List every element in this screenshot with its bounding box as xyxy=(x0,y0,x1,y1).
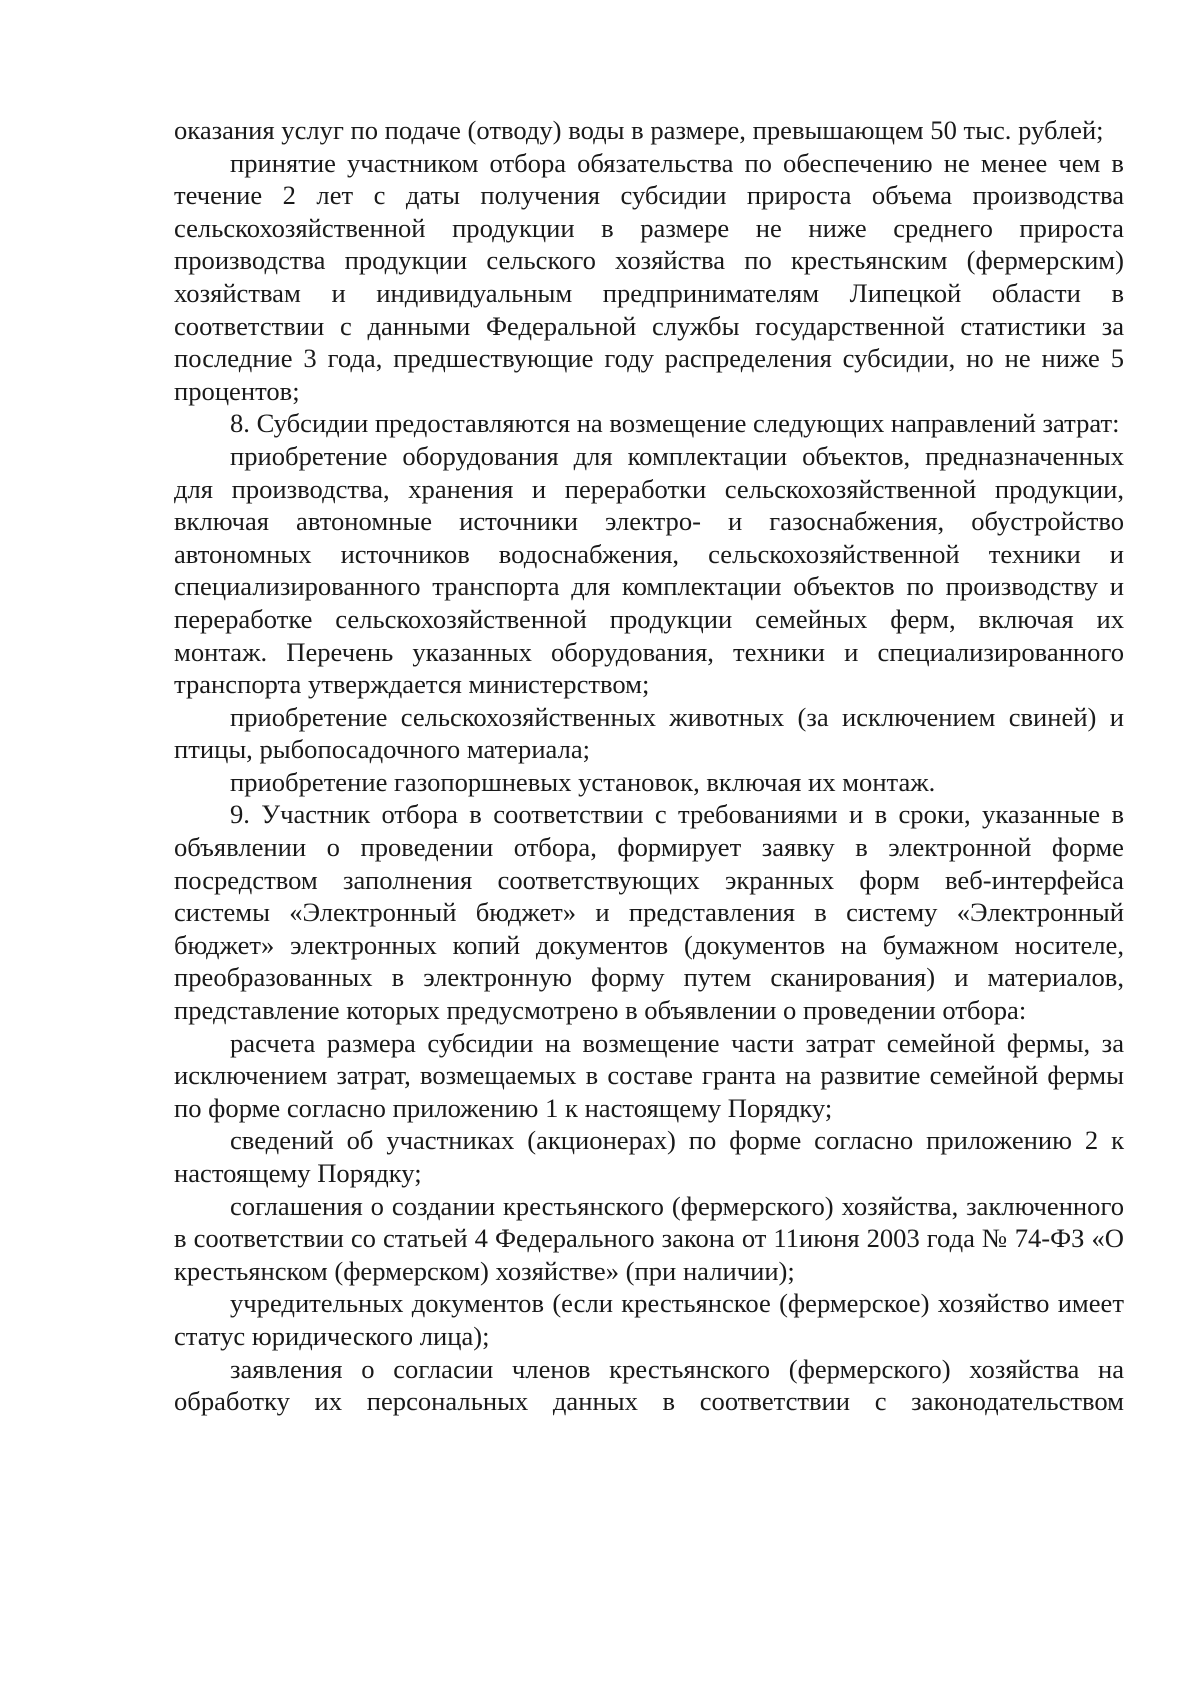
paragraph-item-9: 9. Участник отбора в соответствии с требованиями и в сроки, указанные в объявлении о проведении отбора, формирует заявку в электронной форме посредством заполнения соответствующих экранных форм веб-интерфейса системы «Электронный бюджет» и представления в систему «Электронный бюджет» электронных копий документов (документов на бумажном носителе, преобразованных в электронную форму путем сканирования) и материалов, представление которых предусмотрено в объявлении о проведении отбора: xyxy=(174,799,1124,1026)
paragraph-equipment-acquisition: приобретение оборудования для комплектации объектов, предназначенных для производства, хранения и переработки сельскохозяйственной продукции, включая автономные источники электро- и газоснабжения, обустройство автономных источников водоснабжения, сельскохозяйственной техники и специализированного транспорта для комплектации объектов по производству и переработке сельскохозяйственной продукции семейных ферм, включая их монтаж. Перечень указанных оборудования, техники и специализированного транспорта утверждается министерством; xyxy=(174,440,1124,700)
paragraph-production-growth-obligation: принятие участником отбора обязательства по обеспечению не менее чем в течение 2 лет с даты получения субсидии прироста объема производства сельскохозяйственной продукции в размере не ниже среднего прироста производства продукции сельского хозяйства по крестьянским (фермерским) хозяйствам и индивидуальным предпринимателям Липецкой области в соответствии с данными Федеральной службы государственной статистики за последние 3 года, предшествующие году распределения субсидии, но не ниже 5 процентов; xyxy=(174,147,1124,406)
paragraph-subsidy-calculation: расчета размера субсидии на возмещение части затрат семейной фермы, за исключением затрат, возмещаемых в составе гранта на развитие семейной фермы по форме согласно приложению 1 к настоящему Порядку; xyxy=(174,1027,1124,1123)
paragraph-founding-documents: учредительных документов (если крестьянское (фермерское) хозяйство имеет статус юридического лица); xyxy=(174,1288,1124,1351)
paragraph-animals-acquisition: приобретение сельскохозяйственных животных (за исключением свиней) и птицы, рыбопосадочного материала; xyxy=(174,701,1124,765)
paragraph-participants-info: сведений об участниках (акционерах) по форме согласно приложению 2 к настоящему Порядку; xyxy=(174,1125,1124,1188)
paragraph-water-services: оказания услуг по подаче (отводу) воды в размере, превышающем 50 тыс. рублей; xyxy=(174,115,1104,145)
paragraph-item-8: 8. Субсидии предоставляются на возмещение следующих направлений затрат: xyxy=(230,408,1120,439)
paragraph-gas-piston-units: приобретение газопоршневых установок, включая их монтаж. xyxy=(230,766,936,797)
paragraph-farm-agreement: соглашения о создании крестьянского (фермерского) хозяйства, заключенного в соответствии со статьей 4 Федерального закона от 11июня 2003 года № 74-ФЗ «О крестьянском (фермерском) хозяйстве» (при наличии); xyxy=(174,1190,1124,1286)
document-page xyxy=(174,114,1124,1418)
paragraph-personal-data-consent: заявления о согласии членов крестьянского (фермерского) хозяйства на обработку их персональных данных в соответствии с законодательством xyxy=(174,1353,1124,1417)
